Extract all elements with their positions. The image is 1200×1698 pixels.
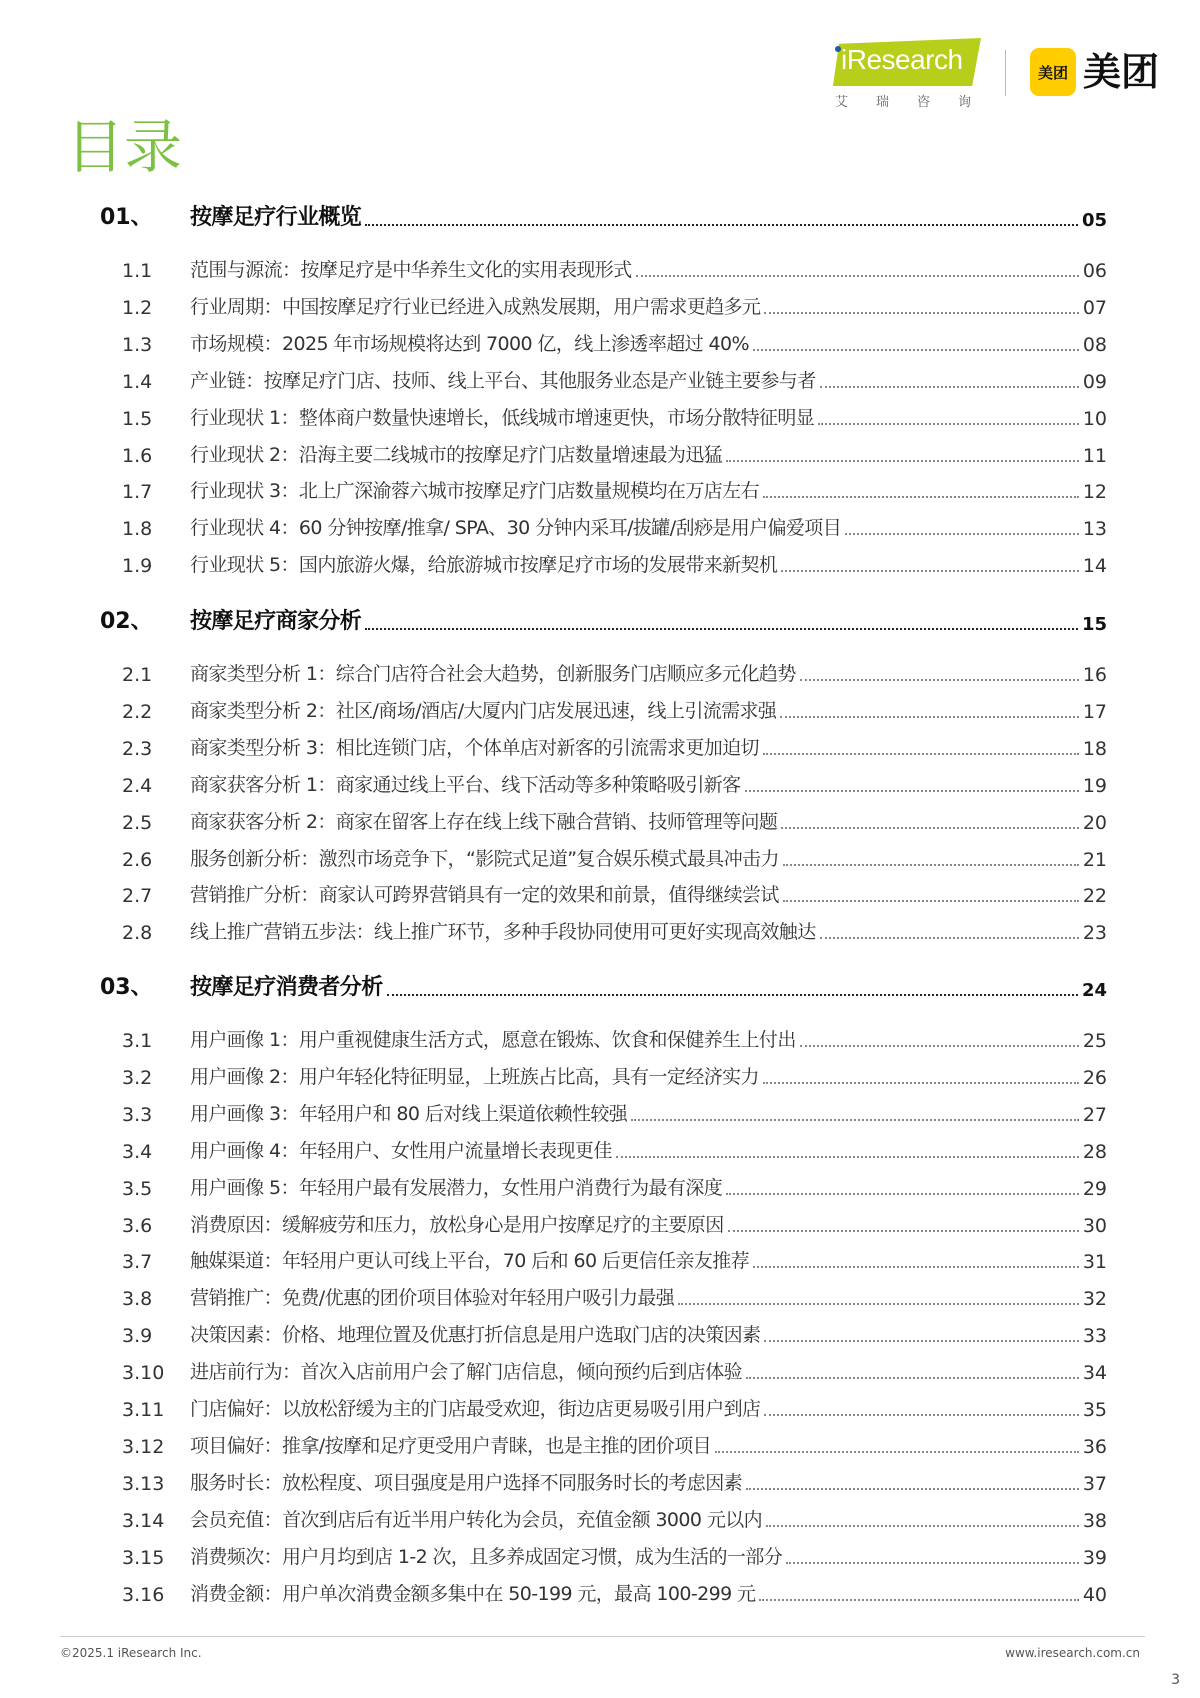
meituan-logo-icon: 美团 <box>1030 48 1076 96</box>
toc-number: 2.7 <box>122 885 153 908</box>
toc-title: 用户画像 5：年轻用户最有发展潜力，女性用户消费行为最有深度 <box>190 1176 723 1199</box>
toc-number: 01、 <box>100 205 153 230</box>
toc-number: 3.1 <box>122 1030 153 1052</box>
toc-page: 30 <box>1082 1214 1107 1237</box>
toc-number: 02、 <box>100 609 153 634</box>
dot-leader <box>715 1451 1079 1453</box>
toc-title: 营销推广：免费/优惠的团价项目体验对年轻用户吸引力最强 <box>190 1287 675 1310</box>
toc-number: 1.8 <box>122 518 153 541</box>
toc-number: 2.8 <box>122 922 153 945</box>
footer-divider <box>60 1636 1145 1637</box>
toc-page: 20 <box>1082 811 1107 834</box>
toc-title: 用户画像 2：用户年轻化特征明显，上班族占比高，具有一定经济实力 <box>190 1065 759 1088</box>
dot-leader <box>820 937 1079 939</box>
dot-leader <box>616 1156 1079 1158</box>
toc-title: 营销推广分析：商家认可跨界营销具有一定的效果和前景，值得继续尝试 <box>190 884 779 907</box>
toc-number: 3.9 <box>122 1325 153 1348</box>
toc-title: 商家类型分析 3：相比连锁门店，个体单店对新客的引流需求更加迫切 <box>190 736 759 759</box>
toc-item[interactable] <box>0 660 1200 690</box>
toc-page: 11 <box>1082 444 1107 467</box>
toc-item[interactable] <box>0 1247 1200 1277</box>
iresearch-logo-text: iResearch <box>841 44 963 75</box>
toc-page: 25 <box>1082 1030 1107 1052</box>
page-title: 目录 <box>66 113 183 181</box>
toc-page: 08 <box>1082 333 1107 356</box>
toc-item[interactable] <box>0 1358 1200 1388</box>
toc-page: 36 <box>1082 1435 1107 1458</box>
toc-page: 19 <box>1082 774 1107 797</box>
dot-leader <box>365 224 1078 226</box>
toc-page: 28 <box>1082 1140 1107 1163</box>
toc-number: 2.1 <box>122 664 153 686</box>
dot-leader <box>726 1193 1079 1195</box>
toc-page: 31 <box>1082 1251 1107 1274</box>
dot-leader <box>759 1599 1078 1601</box>
toc-item[interactable] <box>0 918 1200 948</box>
toc-page: 37 <box>1082 1472 1107 1495</box>
toc-page: 15 <box>1081 614 1107 635</box>
toc-number: 3.14 <box>122 1509 165 1532</box>
toc-page: 07 <box>1082 296 1107 319</box>
page-number: 3 <box>1171 1672 1180 1688</box>
toc-page: 38 <box>1082 1509 1107 1532</box>
dot-leader <box>800 679 1079 681</box>
toc-title: 按摩足疗商家分析 <box>190 609 362 634</box>
toc-title: 项目偏好：推拿/按摩和足疗更受用户青睐，也是主推的团价项目 <box>190 1434 712 1457</box>
toc-number: 2.3 <box>122 737 153 760</box>
dot-leader <box>728 1230 1079 1232</box>
toc-item[interactable] <box>0 367 1200 397</box>
toc-page: 21 <box>1082 848 1107 871</box>
toc-title: 行业现状 5：国内旅游火爆，给旅游城市按摩足疗市场的发展带来新契机 <box>190 554 778 577</box>
toc-title: 产业链：按摩足疗门店、技师、线上平台、其他服务业态是产业链主要参与者 <box>190 369 816 392</box>
dot-leader <box>820 386 1079 388</box>
toc-page: 17 <box>1082 700 1107 723</box>
toc-page: 29 <box>1082 1177 1107 1200</box>
toc-number: 3.5 <box>122 1177 153 1200</box>
toc-title: 市场规模：2025 年市场规模将达到 7000 亿，线上渗透率超过 40% <box>190 332 749 355</box>
toc-number: 1.5 <box>122 407 153 430</box>
toc-page: 13 <box>1082 518 1107 541</box>
toc-number: 3.6 <box>122 1214 153 1237</box>
toc-page: 12 <box>1082 481 1107 504</box>
toc-title: 用户画像 4：年轻用户、女性用户流量增长表现更佳 <box>190 1139 612 1162</box>
toc-item[interactable] <box>0 808 1200 838</box>
toc-page: 18 <box>1082 737 1107 760</box>
toc-number: 2.6 <box>122 848 153 871</box>
dot-leader <box>631 1119 1079 1121</box>
toc-number: 3.11 <box>122 1399 165 1421</box>
dot-leader <box>766 1525 1079 1527</box>
toc-page: 32 <box>1082 1288 1107 1311</box>
toc-title: 商家类型分析 1：综合门店符合社会大趋势，创新服务门店顺应多元化趋势 <box>190 663 796 685</box>
toc-title: 商家获客分析 1：商家通过线上平台、线下活动等多种策略吸引新客 <box>190 773 741 796</box>
toc-page: 14 <box>1082 555 1107 578</box>
dot-leader <box>745 790 1079 792</box>
toc-page: 22 <box>1082 885 1107 908</box>
toc-title: 进店前行为：首次入店前用户会了解门店信息，倾向预约后到店体验 <box>190 1361 743 1384</box>
toc-item[interactable] <box>0 1284 1200 1314</box>
toc-item[interactable] <box>0 1174 1200 1204</box>
toc-title: 门店偏好：以放松舒缓为主的门店最受欢迎，街边店更易吸引用户到店 <box>190 1398 761 1420</box>
toc-page: 33 <box>1082 1325 1107 1348</box>
toc-item[interactable] <box>0 1432 1200 1462</box>
toc-section[interactable] <box>0 205 1200 235</box>
dot-leader <box>636 275 1079 277</box>
toc-item[interactable] <box>0 881 1200 911</box>
toc-item[interactable] <box>0 1026 1200 1056</box>
toc-page: 34 <box>1082 1362 1107 1385</box>
toc-item[interactable] <box>0 256 1200 286</box>
dot-leader <box>763 1082 1079 1084</box>
toc-item[interactable] <box>0 404 1200 434</box>
toc-title: 商家获客分析 2：商家在留客上存在线上线下融合营销、技师管理等问题 <box>190 810 778 833</box>
toc-number: 1.2 <box>122 296 153 319</box>
iresearch-logo <box>833 38 1000 110</box>
toc-item[interactable] <box>0 441 1200 471</box>
toc-page: 05 <box>1081 210 1107 231</box>
toc-item[interactable] <box>0 1506 1200 1536</box>
toc-title: 线上推广营销五步法：线上推广环节，多种手段协同使用可更好实现高效触达 <box>190 921 816 944</box>
toc-section[interactable] <box>0 609 1200 639</box>
toc-page: 09 <box>1082 370 1107 393</box>
dot-leader <box>746 1488 1079 1490</box>
toc-title: 用户画像 3：年轻用户和 80 后对线上渠道依赖性较强 <box>190 1102 628 1125</box>
toc-title: 会员充值：首次到店后有近半用户转化为会员，充值金额 3000 元以内 <box>190 1508 763 1531</box>
toc-item[interactable] <box>0 1469 1200 1499</box>
toc-title: 行业现状 4：60 分钟按摩/推拿/ SPA、30 分钟内采耳/拔罐/刮痧是用户偏爱项目 <box>190 517 842 540</box>
iresearch-logo-cn: 艾瑞咨询 <box>835 95 1000 110</box>
toc-number: 3.10 <box>122 1362 165 1385</box>
toc-page: 27 <box>1082 1103 1107 1126</box>
toc-number: 2.5 <box>122 811 153 834</box>
dot-leader <box>800 1045 1079 1047</box>
toc-title: 行业现状 3：北上广深渝蓉六城市按摩足疗门店数量规模均在万店左右 <box>190 480 759 503</box>
toc-item[interactable] <box>0 514 1200 544</box>
toc-item[interactable] <box>0 477 1200 507</box>
meituan-logo-text: 美团 <box>1083 50 1160 94</box>
toc-item[interactable] <box>0 330 1200 360</box>
logo-divider <box>1005 50 1006 96</box>
dot-leader <box>781 570 1078 572</box>
toc-page: 35 <box>1082 1399 1107 1421</box>
toc-number: 2.4 <box>122 774 153 797</box>
toc-number: 3.8 <box>122 1288 153 1311</box>
toc-page: 24 <box>1081 980 1107 1001</box>
toc-item[interactable] <box>0 1321 1200 1351</box>
toc-number: 3.16 <box>122 1583 165 1606</box>
toc-number: 1.9 <box>122 555 153 578</box>
dot-leader <box>786 1562 1079 1564</box>
toc-item[interactable] <box>0 845 1200 875</box>
toc-title: 消费金额：用户单次消费金额多集中在 50-199 元，最高 100-299 元 <box>190 1582 756 1605</box>
toc-number: 3.7 <box>122 1251 153 1274</box>
toc-title: 按摩足疗行业概览 <box>190 205 362 230</box>
dot-leader <box>764 1340 1078 1342</box>
toc-item[interactable] <box>0 1137 1200 1167</box>
dot-leader <box>845 533 1079 535</box>
toc-title: 服务时长：放松程度、项目强度是用户选择不同服务时长的考虑因素 <box>190 1471 743 1494</box>
toc-item[interactable] <box>0 1395 1200 1425</box>
toc-item[interactable] <box>0 1211 1200 1241</box>
toc-page: 16 <box>1082 664 1107 686</box>
toc-page: 39 <box>1082 1546 1107 1569</box>
dot-leader <box>764 1414 1078 1416</box>
toc-title: 触媒渠道：年轻用户更认可线上平台，70 后和 60 后更信任亲友推荐 <box>190 1250 750 1273</box>
dot-leader <box>781 827 1078 829</box>
toc-item[interactable] <box>0 697 1200 727</box>
toc-item[interactable] <box>0 1063 1200 1093</box>
toc-item[interactable] <box>0 734 1200 764</box>
toc-title: 行业现状 2：沿海主要二线城市的按摩足疗门店数量增速最为迅猛 <box>190 443 723 466</box>
toc-section[interactable] <box>0 975 1200 1005</box>
toc-item[interactable] <box>0 293 1200 323</box>
toc-number: 3.12 <box>122 1435 165 1458</box>
toc-title: 行业现状 1：整体商户数量快速增长，低线城市增速更快，市场分散特征明显 <box>190 406 815 429</box>
dot-leader <box>763 753 1079 755</box>
toc-number: 1.3 <box>122 333 153 356</box>
toc-number: 1.6 <box>122 444 153 467</box>
dot-leader <box>365 628 1078 630</box>
toc-number: 1.7 <box>122 481 153 504</box>
toc-title: 范围与源流：按摩足疗是中华养生文化的实用表现形式 <box>190 259 632 281</box>
dot-leader <box>780 716 1078 718</box>
toc-item[interactable] <box>0 771 1200 801</box>
toc-number: 3.2 <box>122 1066 153 1089</box>
toc-title: 消费频次：用户月均到店 1-2 次，且多养成固定习惯，成为生活的一部分 <box>190 1545 783 1568</box>
dot-leader <box>726 460 1079 462</box>
dot-leader <box>753 1266 1079 1268</box>
toc-title: 决策因素：价格、地理位置及优惠打折信息是用户选取门店的决策因素 <box>190 1324 761 1347</box>
dot-leader <box>783 900 1079 902</box>
toc-item[interactable] <box>0 1543 1200 1573</box>
toc-number: 3.4 <box>122 1140 153 1163</box>
toc-page: 40 <box>1082 1583 1107 1606</box>
dot-leader <box>753 349 1079 351</box>
toc-number: 3.15 <box>122 1546 165 1569</box>
footer-copyright: ©2025.1 iResearch Inc. <box>60 1646 202 1660</box>
toc-number: 3.13 <box>122 1472 165 1495</box>
footer-website: www.iresearch.com.cn <box>1005 1646 1140 1660</box>
toc-item[interactable] <box>0 1580 1200 1610</box>
toc-title: 行业周期：中国按摩足疗行业已经进入成熟发展期，用户需求更趋多元 <box>190 295 761 318</box>
toc-item[interactable] <box>0 1100 1200 1130</box>
toc-number: 1.1 <box>122 260 153 282</box>
dot-leader <box>746 1377 1079 1379</box>
dot-leader <box>678 1303 1079 1305</box>
toc-page: 10 <box>1082 407 1107 430</box>
dot-leader <box>818 423 1079 425</box>
toc-title: 消费原因：缓解疲劳和压力，放松身心是用户按摩足疗的主要原因 <box>190 1213 724 1236</box>
toc-page: 26 <box>1082 1066 1107 1089</box>
toc-page: 06 <box>1082 260 1107 282</box>
toc-number: 1.4 <box>122 370 153 393</box>
toc-title: 服务创新分析：激烈市场竞争下，“影院式足道”复合娱乐模式最具冲击力 <box>190 847 779 870</box>
toc-page: 23 <box>1082 922 1107 945</box>
toc-number: 2.2 <box>122 700 153 723</box>
toc-number: 3.3 <box>122 1103 153 1126</box>
dot-leader <box>387 994 1078 996</box>
dot-leader <box>764 312 1078 314</box>
toc-number: 03、 <box>100 975 153 1000</box>
toc-item[interactable] <box>0 551 1200 581</box>
dot-leader <box>783 864 1079 866</box>
toc-title: 按摩足疗消费者分析 <box>190 975 383 1000</box>
dot-leader <box>763 496 1079 498</box>
toc-title: 用户画像 1：用户重视健康生活方式，愿意在锻炼、饮食和保健养生上付出 <box>190 1029 796 1051</box>
toc-title: 商家类型分析 2：社区/商场/酒店/大厦内门店发展迅速，线上引流需求强 <box>190 699 777 722</box>
